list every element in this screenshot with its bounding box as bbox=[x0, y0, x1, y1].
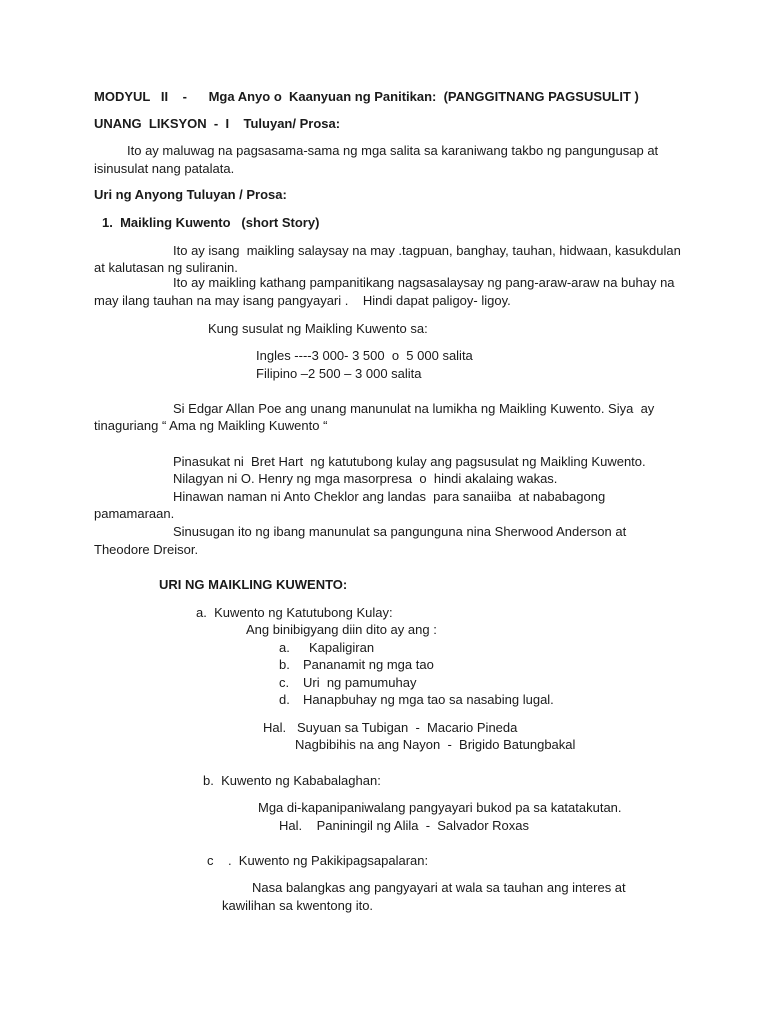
word-count-filipino: Filipino –2 500 – 3 000 salita bbox=[256, 366, 422, 381]
intro-line-2: isinusulat nang patalata. bbox=[94, 161, 235, 176]
type-a-example-2: Nagbibihis na ang Nayon - Brigido Batungbakal bbox=[295, 737, 576, 752]
types-heading: Uri ng Anyong Tuluyan / Prosa: bbox=[94, 187, 287, 202]
list-item-marker: d. bbox=[279, 692, 290, 707]
list-item-marker: a. bbox=[279, 640, 290, 655]
definition-1-line-2: at kalutasan ng suliranin. bbox=[94, 260, 238, 275]
anderson-line-1: Sinusugan ito ng ibang manunulat sa pangunguna nina Sherwood Anderson at bbox=[173, 524, 627, 539]
uri-heading: URI NG MAIKLING KUWENTO: bbox=[159, 577, 348, 592]
type-b-title: b. Kuwento ng Kababalaghan: bbox=[203, 773, 381, 788]
type-c-title: c . Kuwento ng Pakikipagsapalaran: bbox=[207, 853, 429, 868]
hart-line: Pinasukat ni Bret Hart ng katutubong kulay ang pagsusulat ng Maikling Kuwento. bbox=[173, 454, 646, 469]
modyul-header: MODYUL II - Mga Anyo o Kaanyuan ng Panitikan: (PANGGITNANG PAGSUSULIT ) bbox=[94, 89, 639, 104]
poe-line-2: tinaguriang “ Ama ng Maikling Kuwento “ bbox=[94, 418, 328, 433]
list-item: Pananamit ng mga tao bbox=[303, 657, 434, 672]
poe-line-1: Si Edgar Allan Poe ang unang manunulat na lumikha ng Maikling Kuwento. Siya ay bbox=[173, 401, 655, 416]
definition-2-line-2: may ilang tauhan na may isang pangyayari . Hindi dapat paligoy- ligoy. bbox=[94, 293, 511, 308]
type-b-description: Mga di-kapanipaniwalang pangyayari bukod pa sa katatakutan. bbox=[258, 800, 622, 815]
type-a-intro: Ang binibigyang diin dito ay ang : bbox=[246, 622, 437, 637]
type-b-example: Hal. Paniningil ng Alila - Salvador Roxas bbox=[279, 818, 530, 833]
word-count-ingles: Ingles ----3 000- 3 500 o 5 000 salita bbox=[256, 348, 473, 363]
section-1-title: 1. Maikling Kuwento (short Story) bbox=[102, 215, 320, 230]
type-a-title: a. Kuwento ng Katutubong Kulay: bbox=[196, 605, 393, 620]
list-item-marker: b. bbox=[279, 657, 290, 672]
cheklor-line-1: Hinawan naman ni Anto Cheklor ang landas para sanaiiba at nababagong bbox=[173, 489, 606, 504]
henry-line: Nilagyan ni O. Henry ng mga masorpresa o hindi akalaing wakas. bbox=[173, 471, 558, 486]
cheklor-line-2: pamamaraan. bbox=[94, 506, 175, 521]
type-c-description-line-1: Nasa balangkas ang pangyayari at wala sa tauhan ang interes at bbox=[252, 880, 626, 895]
anderson-line-2: Theodore Dreisor. bbox=[94, 542, 199, 557]
intro-line-1: Ito ay maluwag na pagsasama-sama ng mga salita sa karaniwang takbo ng pangungusap at bbox=[127, 143, 659, 158]
type-c-description-line-2: kawilihan sa kwentong ito. bbox=[222, 898, 374, 913]
list-item-marker: c. bbox=[279, 675, 290, 690]
list-item: Hanapbuhay ng mga tao sa nasabing lugal. bbox=[303, 692, 554, 707]
definition-2-line-1: Ito ay maikling kathang pampanitikang nagsasalaysay ng pang-araw-araw na buhay na bbox=[173, 275, 675, 290]
definition-1-line-1: Ito ay isang maikling salaysay na may .tagpuan, banghay, tauhan, hidwaan, kasukdulan bbox=[173, 243, 681, 258]
list-item: Uri ng pamumuhay bbox=[303, 675, 417, 690]
list-item: Kapaligiran bbox=[309, 640, 375, 655]
kung-susulat: Kung susulat ng Maikling Kuwento sa: bbox=[208, 321, 428, 336]
type-a-example-1: Hal. Suyuan sa Tubigan - Macario Pineda bbox=[263, 720, 518, 735]
lesson-header: UNANG LIKSYON - I Tuluyan/ Prosa: bbox=[94, 116, 341, 131]
